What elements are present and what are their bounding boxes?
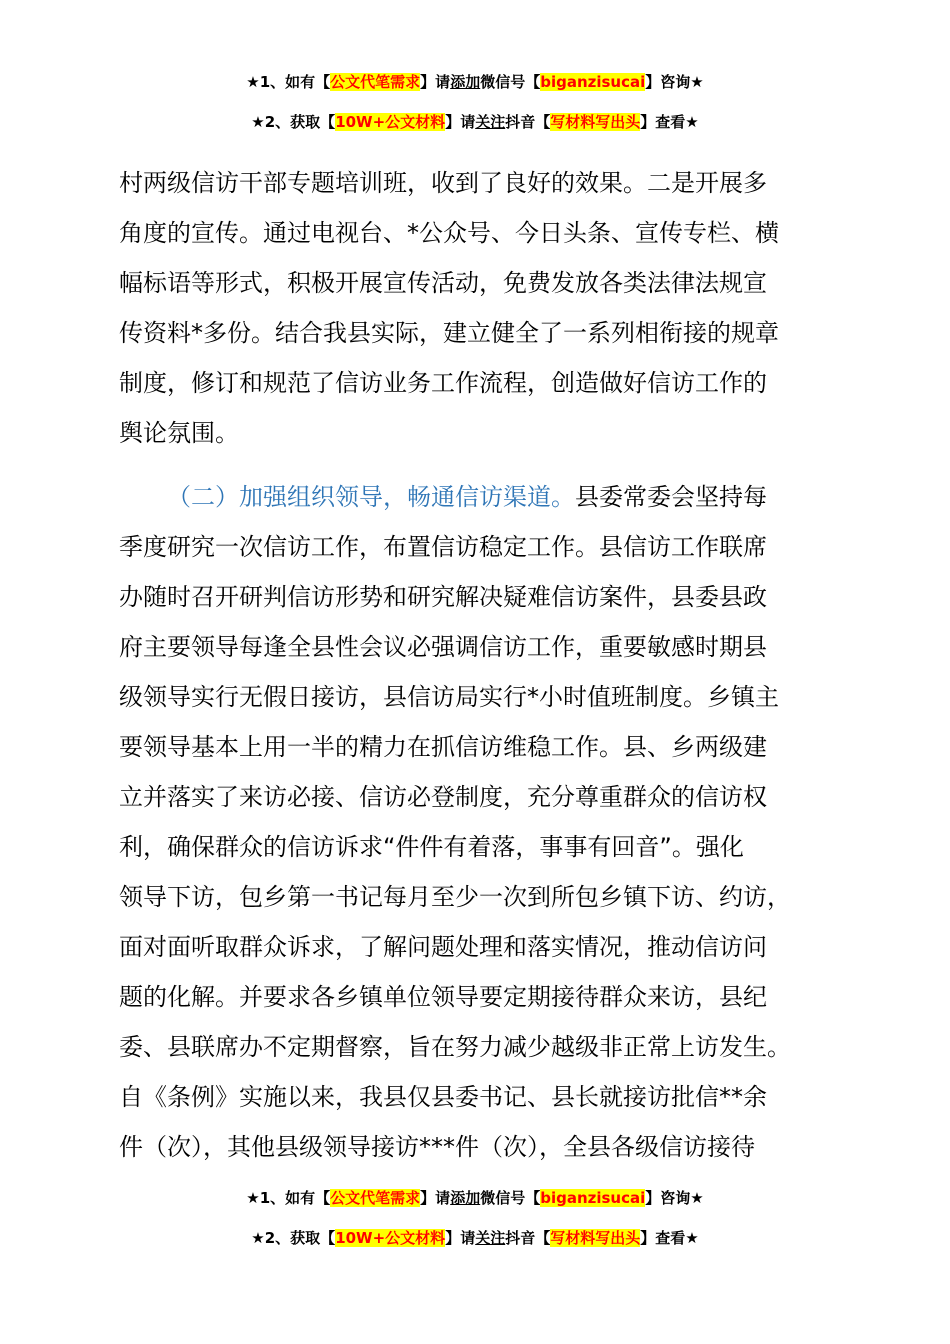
- text-line: 自《条例》实施以来，我县仅县委书记、县长就接访批信**余: [119, 1083, 767, 1111]
- banner-prefix: ★1、如有【: [246, 1189, 331, 1207]
- text-line: 角度的宣传。通过电视台、*公众号、今日头条、宣传专栏、横: [119, 219, 779, 247]
- banner-prefix: ★2、获取【: [251, 113, 336, 131]
- banner-underlined: 关注: [475, 1229, 506, 1247]
- banner-underlined: 添加: [450, 1189, 481, 1207]
- banner-highlight: 10W+公文材料: [335, 113, 446, 131]
- text-line: 幅标语等形式，积极开展宣传活动，免费发放各类法律法规宣: [119, 269, 767, 297]
- text-line: 季度研究一次信访工作，布置信访稳定工作。县信访工作联席: [119, 533, 767, 561]
- top-banner-line-2: [0, 111, 950, 133]
- banner-text: 】请: [420, 73, 451, 91]
- text-line: 制度，修订和规范了信访业务工作流程，创造做好信访工作的: [119, 369, 767, 397]
- banner-suffix: 】咨询★: [645, 1189, 704, 1207]
- text-run: 县委常委会坚持每: [575, 483, 767, 511]
- banner-prefix: ★2、获取【: [251, 1229, 336, 1247]
- banner-suffix: 】咨询★: [645, 73, 704, 91]
- text-line: 利，确保群众的信访诉求“件件有着落，事事有回音”。强化: [119, 833, 744, 861]
- banner-highlight: 10W+公文材料: [335, 1229, 446, 1247]
- banner-text: 】请: [420, 1189, 451, 1207]
- text-line: [119, 472, 839, 522]
- banner-highlight: 公文代笔需求: [330, 1189, 421, 1207]
- bottom-banner-line-1: [0, 1187, 950, 1209]
- banner-text: 微信号【: [480, 73, 541, 91]
- banner-prefix: ★1、如有【: [246, 73, 331, 91]
- bottom-banner-line-2: [0, 1227, 950, 1249]
- banner-text: 微信号【: [480, 1189, 541, 1207]
- section-heading: （二）加强组织领导，畅通信访渠道。: [167, 483, 575, 511]
- banner-highlight: 写材料写出头: [550, 113, 641, 131]
- paragraph-2: [119, 472, 839, 1172]
- text-line: 办随时召开研判信访形势和研究解决疑难信访案件，县委县政: [119, 583, 767, 611]
- banner-highlight: 公文代笔需求: [330, 73, 421, 91]
- text-line: 立并落实了来访必接、信访必登制度，充分尊重群众的信访权: [119, 783, 767, 811]
- banner-highlight: 写材料写出头: [550, 1229, 641, 1247]
- document-body: [119, 158, 839, 1172]
- banner-text: 】请: [445, 113, 476, 131]
- text-line: 传资料*多份。结合我县实际，建立健全了一系列相衔接的规章: [119, 319, 779, 347]
- banner-underlined: 添加: [450, 73, 481, 91]
- text-line: 面对面听取群众诉求，了解问题处理和落实情况，推动信访问: [119, 933, 767, 961]
- banner-suffix: 】查看★: [640, 113, 699, 131]
- text-line: 要领导基本上用一半的精力在抓信访维稳工作。县、乡两级建: [119, 733, 767, 761]
- text-line: 村两级信访干部专题培训班，收到了良好的效果。二是开展多: [119, 169, 767, 197]
- banner-highlight: biganzisucai: [540, 1189, 646, 1207]
- banner-text: 抖音【: [505, 113, 551, 131]
- banner-text: 抖音【: [505, 1229, 551, 1247]
- text-line: 领导下访，包乡第一书记每月至少一次到所包乡镇下访、约访，: [119, 883, 791, 911]
- text-line: 舆论氛围。: [119, 419, 239, 447]
- text-line: 题的化解。并要求各乡镇单位领导要定期接待群众来访，县纪: [119, 983, 767, 1011]
- banner-text: 】请: [445, 1229, 476, 1247]
- text-line: 级领导实行无假日接访，县信访局实行*小时值班制度。乡镇主: [119, 683, 779, 711]
- banner-highlight: biganzisucai: [540, 73, 646, 91]
- text-line: 府主要领导每逢全县性会议必强调信访工作，重要敏感时期县: [119, 633, 767, 661]
- text-line: 件（次），其他县级领导接访***件（次），全县各级信访接待: [119, 1133, 755, 1161]
- top-banner-line-1: [0, 71, 950, 93]
- banner-suffix: 】查看★: [640, 1229, 699, 1247]
- banner-underlined: 关注: [475, 113, 506, 131]
- paragraph-1: [119, 158, 839, 458]
- text-line: 委、县联席办不定期督察，旨在努力减少越级非正常上访发生。: [119, 1033, 791, 1061]
